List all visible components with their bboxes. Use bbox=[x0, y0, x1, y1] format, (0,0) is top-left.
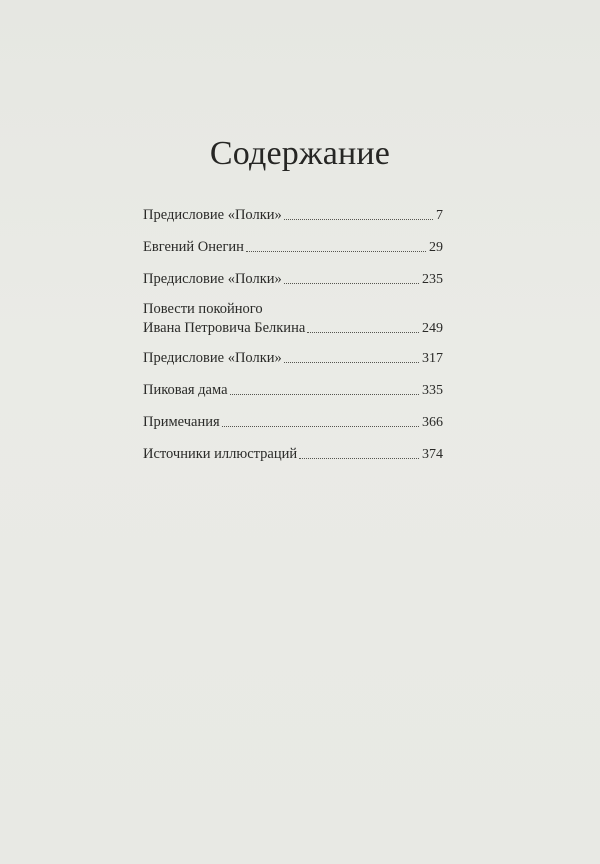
toc-entry bbox=[143, 413, 443, 432]
leader-dots bbox=[246, 250, 426, 252]
toc-entry-label: Пиковая дама bbox=[143, 382, 228, 398]
toc-entry-label: Евгений Онегин bbox=[143, 239, 244, 255]
toc-entry bbox=[143, 300, 443, 338]
toc-entry-page: 317 bbox=[422, 351, 443, 366]
toc-entry-page: 366 bbox=[422, 415, 443, 430]
toc-entry bbox=[143, 445, 443, 464]
toc-entry-label: Примечания bbox=[143, 414, 220, 430]
toc-entry-label: Предисловие «Полки» bbox=[143, 350, 282, 366]
toc-entry bbox=[143, 270, 443, 289]
toc-entry-label-line1: Повести покойного bbox=[143, 301, 263, 317]
toc-entry-label: Источники иллюстраций bbox=[143, 446, 298, 462]
toc-entry bbox=[143, 381, 443, 400]
toc-entry-label: Предисловие «Полки» bbox=[143, 207, 282, 223]
toc-entry-page: 29 bbox=[429, 240, 443, 255]
toc-entry-page: 335 bbox=[422, 383, 443, 398]
toc-entry-page: 374 bbox=[422, 447, 443, 462]
toc-entry bbox=[143, 349, 443, 368]
toc-entry-page: 235 bbox=[422, 272, 443, 287]
leader-dots bbox=[222, 425, 419, 427]
leader-dots bbox=[284, 218, 433, 220]
toc-entry-page: 249 bbox=[422, 321, 443, 336]
leader-dots bbox=[284, 282, 419, 284]
leader-dots bbox=[299, 457, 419, 459]
leader-dots bbox=[284, 361, 419, 363]
toc-entry-label: Ивана Петровича Белкина bbox=[143, 320, 306, 336]
leader-dots bbox=[230, 393, 419, 395]
toc-entry-label: Предисловие «Полки» bbox=[143, 271, 282, 287]
leader-dots bbox=[307, 331, 419, 333]
toc-entry bbox=[143, 238, 443, 257]
toc-entry bbox=[143, 206, 443, 225]
toc-entry-page: 7 bbox=[436, 208, 443, 223]
page-title: Содержание bbox=[209, 134, 391, 172]
